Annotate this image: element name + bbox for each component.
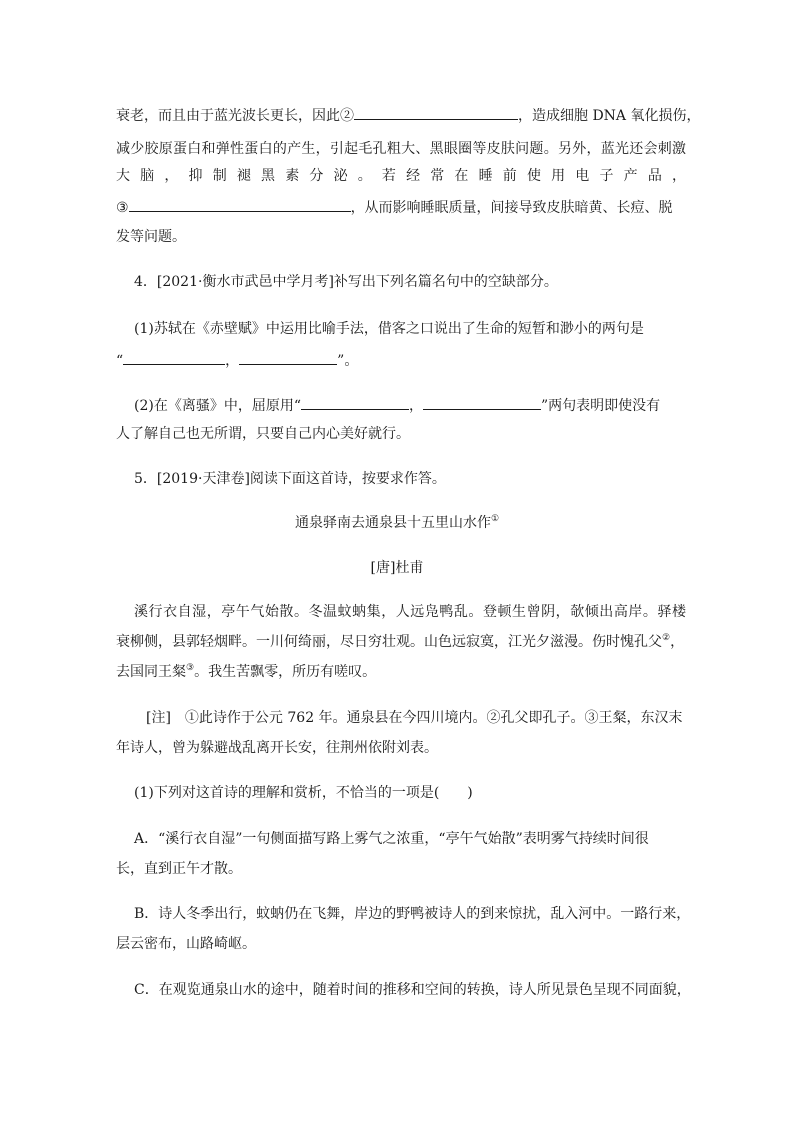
blank-answer[interactable] (301, 394, 409, 410)
poem-line3 (116, 662, 376, 682)
q5-stem: 5．[2019·天津卷]阅读下面这首诗，按要求作答。 (134, 471, 446, 487)
para1-line3: 大脑，抑制褪黑素分泌。若经常在睡前使用电子产品， (116, 168, 686, 184)
q4-stem: 4．[2021·衡水市武邑中学月考]补写出下列名篇名句中的空缺部分。 (134, 274, 558, 290)
poem-text: 。我生苦飘零，所历有嗟叹。 (194, 664, 377, 680)
poem-author: [唐]杜甫 (370, 560, 424, 576)
para1-line2: 减少胶原蛋白和弹性蛋白的产生，引起毛孔粗大、黑眼圈等皮肤问题。另外，蓝光还会刺激 (116, 141, 686, 157)
para1-line5: 发等问题。 (116, 229, 186, 245)
option-a-line2: 长，直到正午才散。 (116, 861, 242, 877)
para1-text: ，从而影响睡眠质量，间接导致皮肤暗黄、长痘、脱 (350, 200, 673, 216)
para1-text: ，造成细胞 DNA 氧化损伤， (518, 108, 701, 124)
poem-text: ， (670, 634, 685, 650)
poem-title-text: 通泉驿南去通泉县十五里山水作 (294, 515, 491, 531)
footnote-marker: ③ (186, 663, 195, 673)
option-b-line1: B．诗人冬季出行，蚊蚋仍在飞舞，岸边的野鸭被诗人的到来惊扰，乱入河中。一路行来， (134, 906, 691, 922)
comma: ， (225, 353, 240, 369)
poem-text: 衰柳侧，县郭轻烟畔。一川何绮丽，尽日穷壮观。山色远寂寞，江光夕滋漫。伤时愧孔父 (116, 634, 662, 650)
q5-sub1: (1)下列对这首诗的理解和赏析，不恰当的一项是( ) (134, 785, 473, 801)
poem-line2 (116, 632, 684, 652)
note-line1: [注] ①此诗作于公元 762 年。通泉县在今四川境内。②孔父即孔子。③王粲，东汉末 (146, 710, 683, 726)
blank-answer[interactable] (239, 349, 337, 365)
poem-title (0, 513, 794, 533)
blank-2[interactable] (354, 104, 518, 120)
para1-line4 (116, 196, 673, 218)
option-a-line1: A．“溪行衣自湿”一句侧面描写路上雾气之浓重，“亭午气始散”表明雾气持续时间很 (134, 831, 649, 847)
blank-3[interactable] (129, 196, 351, 212)
comma: ， (409, 398, 423, 414)
para1-text: ③ (116, 200, 129, 216)
option-c-line1: C．在观览通泉山水的途中，随着时间的推移和空间的转换，诗人所见景色呈现不同面貌， (134, 982, 691, 998)
poem-line1: 溪行衣自湿，亭午气始散。冬温蚊蚋集，人远凫鸭乱。登顿生曾阴，欹倾出高岸。驿楼 (134, 604, 686, 620)
quote-open: “ (116, 353, 124, 369)
poem-text: 去国同王粲 (116, 664, 186, 680)
option-b-line2: 层云密布，山路崎岖。 (116, 936, 256, 952)
q4-sub2-line1 (134, 394, 660, 416)
blank-answer[interactable] (123, 349, 225, 365)
para1-line1 (116, 104, 701, 126)
q4-text: (2)在《离骚》中，屈原用“ (134, 398, 301, 414)
footnote-marker: ② (662, 633, 671, 643)
quote-close: ”。 (337, 353, 359, 369)
q4-text: ”两句表明即使没有 (541, 398, 661, 414)
q4-sub1-line2 (116, 349, 358, 371)
footnote-marker: ① (490, 514, 500, 524)
note-line2: 年诗人，曾为躲避战乱离开长安，往荆州依附刘表。 (116, 740, 438, 756)
q4-sub1-line1: (1)苏轼在《赤壁赋》中运用比喻手法，借客之口说出了生命的短暂和渺小的两句是 (134, 321, 644, 337)
para1-text: 衰老，而且由于蓝光波长更长，因此② (116, 108, 354, 124)
q4-sub2-line2: 人了解自己也无所谓，只要自己内心美好就行。 (116, 426, 410, 442)
blank-answer[interactable] (423, 394, 541, 410)
